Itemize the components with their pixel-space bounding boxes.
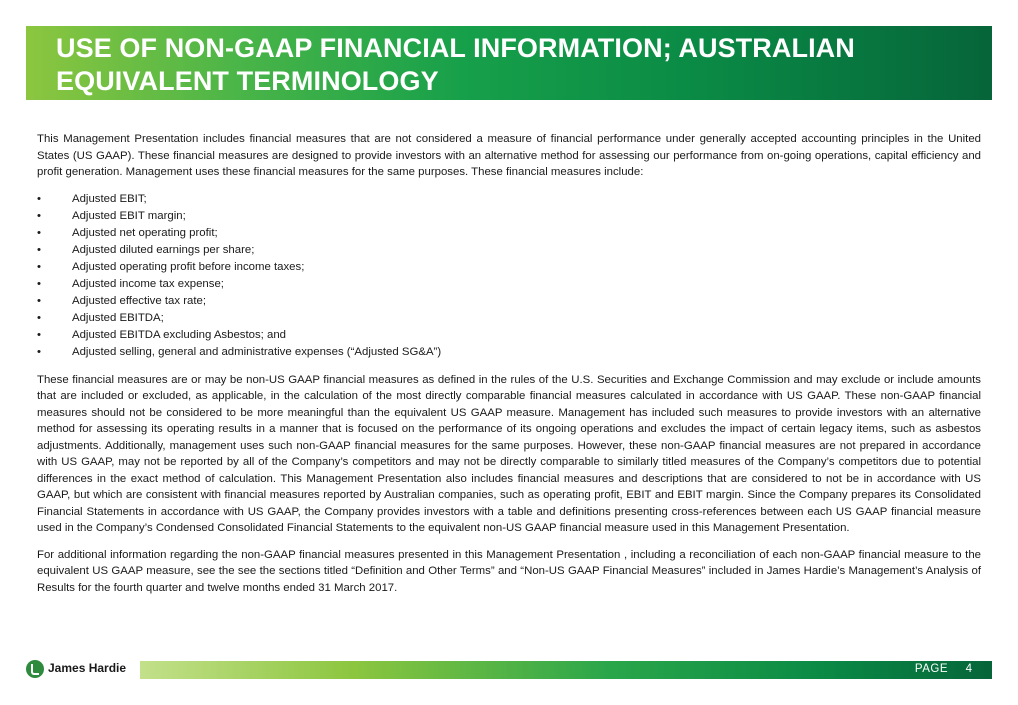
list-item [37, 208, 981, 225]
bullet-icon: • [37, 277, 41, 290]
list-item [37, 191, 981, 208]
bullet-icon: • [37, 311, 41, 324]
bullet-icon: • [37, 260, 41, 273]
list-item-label: Adjusted selling, general and administrative expenses (“Adjusted SG&A”) [72, 345, 442, 358]
company-logo [26, 658, 136, 680]
bullet-icon: • [37, 294, 41, 307]
bullet-icon: • [37, 209, 41, 222]
list-item [37, 242, 981, 259]
title-band [26, 26, 992, 100]
list-item-label: Adjusted income tax expense; [72, 277, 224, 290]
list-item-label: Adjusted EBITDA excluding Asbestos; and [72, 328, 287, 341]
list-item [37, 225, 981, 242]
bullet-icon: • [37, 226, 41, 239]
list-item [37, 293, 981, 310]
list-item-label: Adjusted diluted earnings per share; [72, 243, 255, 256]
list-item-label: Adjusted EBIT; [72, 192, 147, 205]
list-item [37, 259, 981, 276]
list-item-label: Adjusted net operating profit; [72, 226, 218, 239]
page-title: USE OF NON-GAAP FINANCIAL INFORMATION; AUSTRALIAN EQUIVALENT TERMINOLOGY [56, 33, 855, 96]
intro-paragraph: This Management Presentation includes financial measures that are not considered a measure of financial performance under generally accepted accounting principles in the United States (US GAAP). These financial measures are designed to provide investors with an alternative method for assessing our performance from on-going operations, capital efficiency and profit generation. Management uses these financial measures for the same purposes. These financial measures include: [37, 133, 981, 178]
footer-band [140, 661, 992, 679]
james-hardie-logo-icon [26, 660, 44, 678]
list-item-label: Adjusted operating profit before income taxes; [72, 260, 305, 273]
main-content [37, 131, 981, 596]
additional-info-paragraph: For additional information regarding the non-GAAP financial measures presented in this Management Presentation , including a reconciliation of each non-GAAP financial measure to the equivalent US GAAP measure, see the see the sections titled “Definition and Other Terms” and “Non-US GAAP Financial Measures” included in James Hardie’s Management’s Analysis of Results for the fourth quarter and twelve months ended 31 March 2017. [37, 548, 981, 594]
list-item [37, 327, 981, 344]
logo-text: James Hardie [48, 661, 127, 675]
bullet-icon: • [37, 328, 41, 341]
list-item-label: Adjusted EBITDA; [72, 311, 164, 324]
list-item-label: Adjusted effective tax rate; [72, 294, 207, 307]
page-number: 4 [965, 663, 972, 675]
list-item [37, 276, 981, 293]
list-item [37, 344, 981, 361]
bullet-icon: • [37, 345, 41, 358]
page-label: PAGE [914, 663, 948, 675]
bullet-icon: • [37, 192, 41, 205]
measures-list [37, 191, 981, 361]
definitions-paragraph: These financial measures are or may be non-US GAAP financial measures as defined in the rules of the U.S. Securities and Exchange Commission and may exclude or include amounts that are included or excluded, as applicable, in the calculation of the most directly comparable financial measures calculated in accordance with US GAAP. These non-GAAP financial measures should not be considered to be more meaningful than the equivalent US GAAP measure. Management has included such measures to provide investors with an alternative method for assessing its operating results in a manner that is focused on the performance of its ongoing operations and excludes the impact of certain legacy items, such as asbestos adjustments. Additionally, management uses such non-GAAP financial measures for the same purposes. However, these non-GAAP financial measures are not prepared in accordance with US GAAP, may not be reported by all of the Company’s competitors and may not be directly comparable to similarly titled measures of the Company’s competitors due to potential differences in the exact method of calculation. This Management Presentation also includes financial measures and descriptions that are considered to not be in accordance with US GAAP, but which are consistent with financial measures reported by Australian companies, such as operating profit, EBIT and EBIT margin. Since the Company prepares its Consolidated Financial Statements in accordance with US GAAP, the Company provides investors with a table and definitions presenting cross-references between each US GAAP financial measure used in the Company’s Condensed Consolidated Financial Statements to the equivalent non-US GAAP financial measure used in this Management Presentation. [37, 373, 981, 534]
list-item [37, 310, 981, 327]
bullet-icon: • [37, 243, 41, 256]
list-item-label: Adjusted EBIT margin; [72, 209, 186, 222]
